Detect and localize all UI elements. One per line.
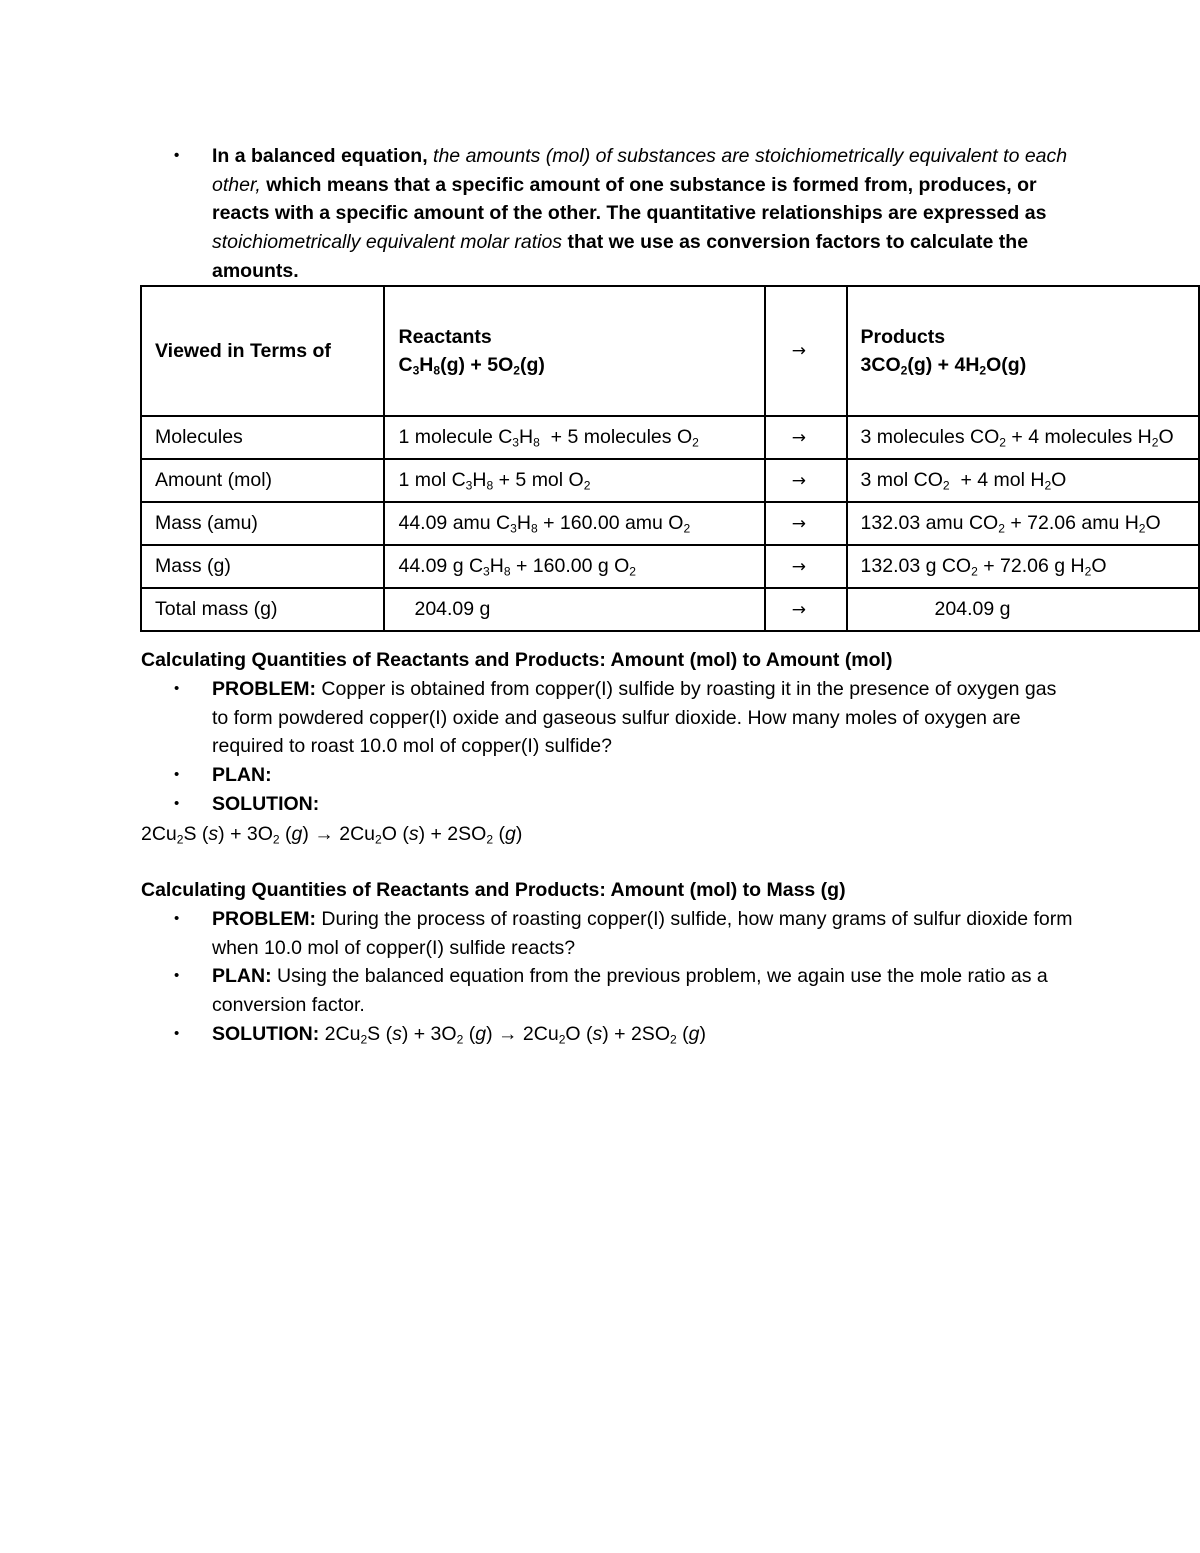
row-label: Total mass (g) xyxy=(141,588,384,631)
row-arrow: → xyxy=(765,588,847,631)
row-arrow: → xyxy=(765,416,847,459)
row-arrow: → xyxy=(765,502,847,545)
section1-heading: Calculating Quantities of Reactants and Products: Amount (mol) to Amount (mol) xyxy=(141,649,893,671)
intro-text-3: which means that a specific amount of one substance is formed from, produces, or reacts with a specific amount of the other. The quantitative relationships are expressed as xyxy=(212,173,1047,225)
bullet-icon: • xyxy=(174,910,180,927)
bullet-icon: • xyxy=(174,680,180,697)
row-reactants: 44.09 g $C_3H_8 + 160.00$ g $O_2$ xyxy=(384,545,764,588)
intro-text-2: the amounts (mol) of substances are stoichiometrically equivalent to each other, xyxy=(212,145,1068,196)
section1-plan: • PLAN: xyxy=(174,761,1074,790)
row-label: Amount (mol) xyxy=(141,459,384,502)
row-reactants: 1 mol $C_3H_8 + 5$ mol $O_2$ xyxy=(384,459,764,502)
header-viewed: Viewed in Terms of xyxy=(141,286,384,416)
header-reactants xyxy=(384,286,764,416)
intro-text-1: In a balanced equation, xyxy=(212,145,434,167)
section2-solution: • SOLUTION: $2Cu_2S$ $(s) + 3O_2$ $(g) \to 2Cu_2O$ $(s) + 2SO_2$ (g) xyxy=(174,1020,1074,1049)
row-arrow: → xyxy=(765,459,847,502)
table-row xyxy=(141,545,1199,588)
section2-heading: Calculating Quantities of Reactants and Products: Amount (mol) to Mass (g) xyxy=(141,879,846,901)
row-reactants: 44.09 amu $C_3H_8 + 160.00$ amu $O_2$ xyxy=(384,502,764,545)
intro-text-5: that we use as conversion factors to calculate the amounts. xyxy=(212,231,1029,282)
table-row xyxy=(141,588,1199,631)
table-header-row xyxy=(141,286,1199,416)
table-row xyxy=(141,459,1199,502)
section1-solution: • SOLUTION: xyxy=(174,790,1074,819)
intro-list xyxy=(174,142,1074,286)
header-arrow: → xyxy=(765,286,847,416)
section1-equation: $2Cu_2S$ $(s) + 3O_2$ $(g) \to 2Cu_2O$ $(s) + 2SO_2$ (g) xyxy=(141,823,523,847)
section2-problem: • PROBLEM: During the process of roasting copper(I) sulfide, how many grams of sulfur dioxide form when 10.0 mol of copper(I) sulfide reacts? xyxy=(174,905,1074,962)
stoichiometry-table xyxy=(140,285,1200,632)
section2-plan: • PLAN: Using the balanced equation from the previous problem, we again use the mole ratio as a conversion factor. xyxy=(174,962,1074,1019)
products-equation: $3CO_2(g) + 4H_2O(g)$ xyxy=(860,354,1027,378)
intro-text-4: stoichiometrically equivalent molar ratios xyxy=(212,231,563,254)
bullet-icon: • xyxy=(174,766,180,784)
bullet-icon: • xyxy=(174,1024,180,1042)
bullet-icon: • xyxy=(174,147,180,164)
products-label: Products xyxy=(860,326,946,348)
row-label: Mass (amu) xyxy=(141,502,384,545)
reactants-label: Reactants xyxy=(398,326,492,348)
section1-list xyxy=(174,675,1074,819)
bullet-icon: • xyxy=(174,794,180,812)
row-reactants: 1 molecule $C_3H_8 + 5$ molecules $O_2$ xyxy=(384,416,764,459)
row-products: 3 molecules $CO_2 + 4$ molecules $H_2O$ xyxy=(847,416,1199,459)
row-reactants: 204.09 g xyxy=(384,588,764,631)
table-row xyxy=(141,416,1199,459)
section1-problem: • PROBLEM: Copper is obtained from copper(I) sulfide by roasting it in the presence of oxygen gas to form powdered copper(I) oxide and gaseous sulfur dioxide. How many moles of oxygen are required to roast 10.0 mol of copper(I) sulfide? xyxy=(174,675,1074,761)
reactants-equation: $C_3H_8(g) + 5O_2(g)$ xyxy=(398,354,545,378)
table-row xyxy=(141,502,1199,545)
section2-list xyxy=(174,905,1074,1049)
row-products: 3 mol $CO_2 + 4$ mol $H_2O$ xyxy=(847,459,1199,502)
row-products: 204.09 g xyxy=(847,588,1199,631)
bullet-icon: • xyxy=(174,967,180,985)
header-products xyxy=(847,286,1199,416)
row-products: 132.03 g $CO_2 + 72.06$ g $H_2O$ xyxy=(847,545,1199,588)
row-label: Molecules xyxy=(141,416,384,459)
section2-equation: $2Cu_2S$ $(s) + 3O_2$ $(g) \to 2Cu_2O$ $(s) + 2SO_2$ (g) xyxy=(324,1022,706,1047)
intro-bullet xyxy=(174,142,1074,286)
row-arrow: → xyxy=(765,545,847,588)
row-products: 132.03 amu $CO_2 + 72.06$ amu $H_2O$ xyxy=(847,502,1199,545)
row-label: Mass (g) xyxy=(141,545,384,588)
